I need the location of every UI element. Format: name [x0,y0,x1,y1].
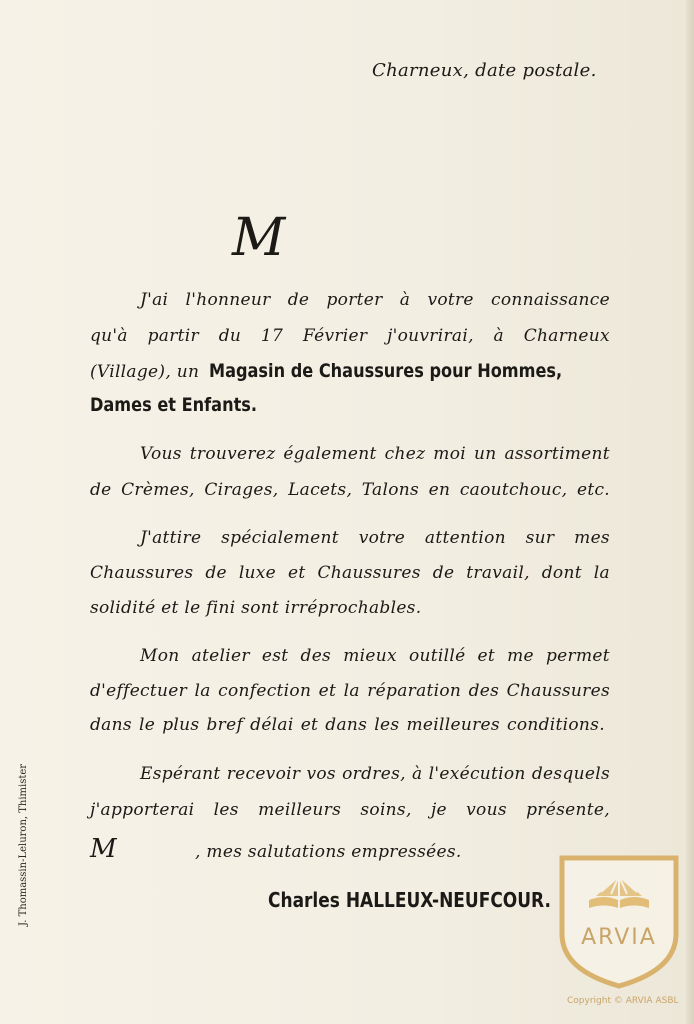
word: confection [218,681,312,701]
word: qu'à [90,326,128,346]
p5-line2 [90,800,610,820]
word: de [205,563,227,583]
word: et [318,681,337,701]
word: mes [574,528,610,548]
word: Talons [361,480,420,500]
word: spécialement [221,528,339,548]
word: meilleures [406,715,500,735]
word: l'exécution [428,764,526,784]
p5-line3-initial: M [90,834,117,864]
badge-label: ARVIA [581,925,657,950]
word: la [194,681,211,701]
p1-line4 [90,394,610,416]
word: Chaussures [317,563,421,583]
word: dont [541,563,582,583]
word: plus [162,715,200,735]
word: chez [384,444,426,464]
word: mieux [343,646,397,666]
word: travail, [466,563,530,583]
p1-line3-bold: Magasin de Chaussures pour Hommes, [209,360,563,382]
word: Chaussures [506,681,610,701]
word: présente, [526,800,610,820]
word: conditions. [507,715,605,735]
p1-line2 [90,326,610,346]
word: Chaussures [90,563,194,583]
word: la [343,681,360,701]
word: dans [325,715,368,735]
word: à [399,290,411,310]
p3-line1 [140,528,610,548]
word: outillé [408,646,466,666]
p1-line1 [140,290,610,310]
word: j'ouvrirai, [387,326,474,346]
word: ordres, [342,764,406,784]
word: connaissance [491,290,610,310]
arvia-watermark-badge [556,852,682,992]
word: moi [433,444,466,464]
p1-line3-script: (Village), un [90,362,200,382]
word: J'ai [140,290,169,310]
word: vos [306,764,336,784]
p3-line2 [90,563,610,583]
word: d'effectuer [90,681,188,701]
word: Crèmes, [121,480,195,500]
word: votre [427,290,474,310]
p4-line1 [140,646,610,666]
word: Vous [140,444,182,464]
word: votre [358,528,406,548]
word: attention [424,528,506,548]
word: Février [302,326,368,346]
p2-line2 [90,480,610,500]
word: etc. [576,480,610,500]
p2-line1 [140,444,610,464]
p3-line3: solidité et le fini sont irréprochables. [90,598,422,618]
word: des [468,681,500,701]
word: dans [90,715,132,735]
word: réparation [367,681,462,701]
word: Charneux [523,326,610,346]
word: de [432,563,455,583]
word: luxe [238,563,277,583]
signature: Charles HALLEUX-NEUFCOUR. [268,888,551,912]
word: Lacets, [288,480,353,500]
word: Cirages, [204,480,279,500]
word: permet [546,646,610,666]
word: je [430,800,447,820]
word: à [412,764,423,784]
p5-line1 [140,764,610,784]
word: est [261,646,289,666]
p5-line3 [90,834,610,864]
word: me [507,646,534,666]
place-date: Charneux, date postale. [372,60,597,81]
word: également [283,444,377,464]
word: et [300,715,319,735]
p5-line3-rest: , mes salutations empressées. [195,842,462,862]
word: de [287,290,310,310]
copyright-notice: Copyright © ARVIA ASBL [567,996,679,1006]
word: à [493,326,504,346]
paper-edge [686,0,694,1024]
p4-line2 [90,681,610,701]
word: assortiment [504,444,610,464]
word: la [593,563,610,583]
word: et [477,646,496,666]
word: desquels [531,764,610,784]
word: porter [326,290,383,310]
word: le [138,715,156,735]
word: atelier [191,646,250,666]
p1-line4-bold: Dames et Enfants. [90,394,258,416]
word: trouverez [189,444,276,464]
word: en [428,480,451,500]
word: recevoir [226,764,301,784]
p4-line3 [90,715,605,735]
p1-line3 [90,360,620,382]
word: J'attire [140,528,202,548]
word: 17 [260,326,284,346]
word: du [218,326,242,346]
word: les [213,800,239,820]
salutation-initial: M [232,208,286,268]
word: l'honneur [185,290,271,310]
word: Espérant [140,764,221,784]
word: et [288,563,306,583]
word: un [473,444,497,464]
word: les [374,715,400,735]
word: partir [147,326,199,346]
word: sur [525,528,555,548]
printer-credit: J. Thomassin-Leluron, Thimister [18,763,29,926]
word: bref [206,715,244,735]
word: vous [466,800,507,820]
word: des [300,646,332,666]
word: meilleurs [258,800,342,820]
word: de [90,480,112,500]
word: j'apporterai [90,800,195,820]
word: Mon [140,646,180,666]
word: délai [250,715,294,735]
word: soins, [360,800,412,820]
word: caoutchouc, [459,480,568,500]
